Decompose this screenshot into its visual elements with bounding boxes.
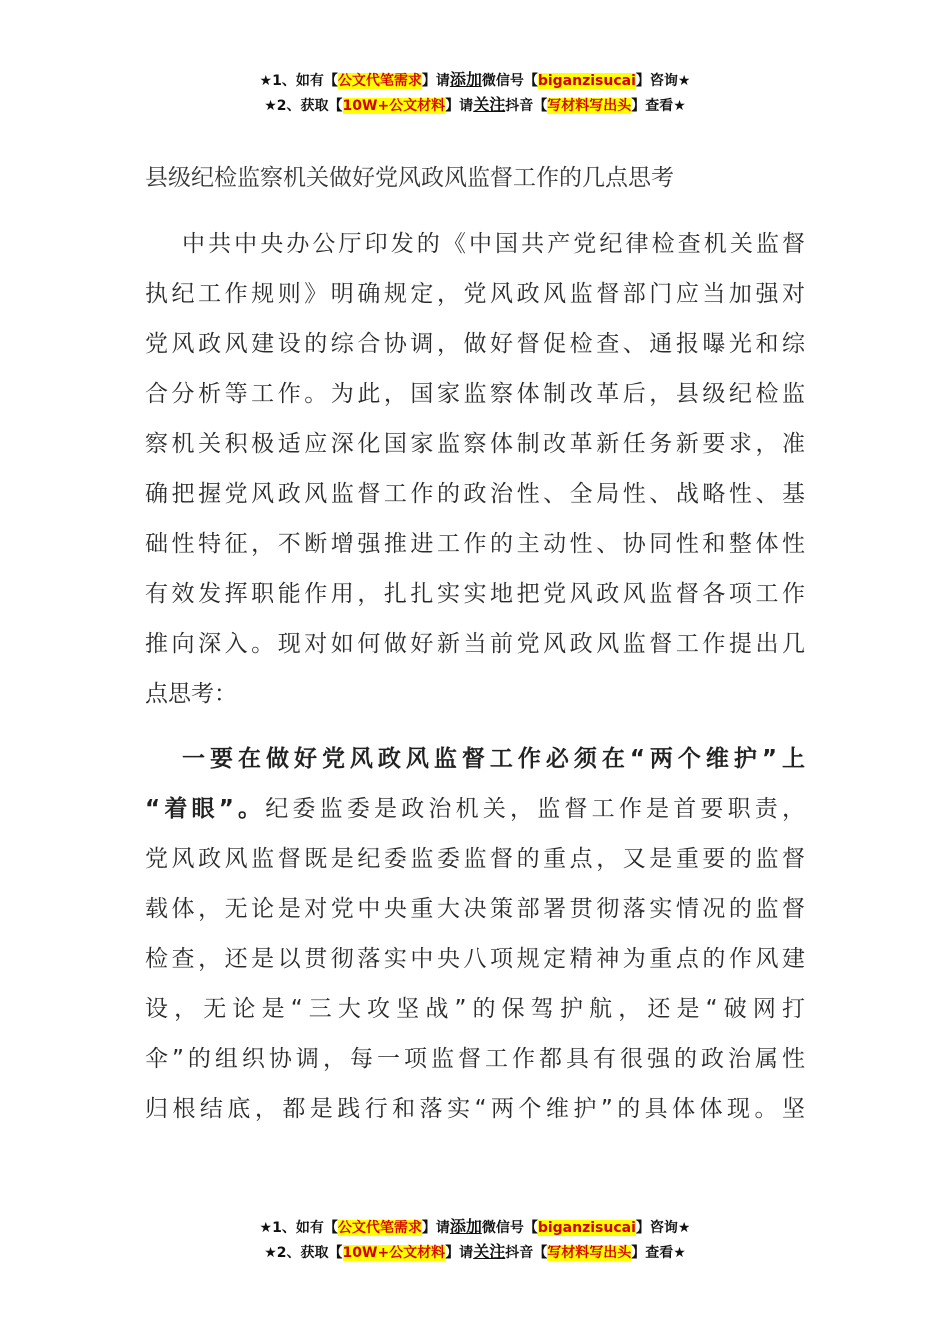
paragraph-1 [145, 219, 805, 719]
paragraph-2 [145, 734, 805, 1134]
text-line: 设，无论是“三大攻坚战”的保驾护航，还是“破网打 [145, 996, 805, 1022]
banner-underline: 关注 [473, 95, 506, 114]
text-line: 确把握党风政风监督工作的政治性、全局性、战略性、基 [145, 481, 805, 507]
banner-highlight: 公文代笔需求 [337, 1220, 422, 1236]
banner-text: 抖音【 [505, 1245, 548, 1261]
banner-text: 】请 [421, 73, 450, 89]
section-heading: 一要在做好党风政风监督工作必须在“两个维护”上 [182, 746, 805, 772]
wechat-id: biganzisucai [537, 73, 636, 89]
text-line: 点思考： [145, 681, 237, 707]
banner-text: 】查看★ [631, 98, 686, 114]
section-heading-end: “着眼”。 [145, 796, 266, 822]
banner-highlight: 10W+公文材料 [342, 98, 446, 114]
document-title: 县级纪检监察机关做好党风政风监督工作的几点思考 [145, 165, 674, 191]
banner-underline: 添加 [449, 1217, 482, 1236]
douyin-id: 写材料写出头 [547, 98, 632, 114]
banner-text: 】查看★ [631, 1245, 686, 1261]
text-line: 察机关积极适应深化国家监察体制改革新任务新要求，准 [145, 431, 805, 457]
banner-underline: 添加 [449, 70, 482, 89]
banner-text: 抖音【 [505, 98, 548, 114]
banner-text: 微信号【 [481, 73, 538, 89]
banner-text: ★1、如有【 [259, 1220, 338, 1236]
banner-line-1 [0, 1215, 950, 1240]
text-line [145, 784, 805, 834]
text-line: 载体，无论是对党中央重大决策部署贯彻落实情况的监督 [145, 896, 805, 922]
banner-line-2 [0, 1240, 950, 1265]
banner-line-1 [0, 68, 950, 93]
text-line: 执纪工作规则》明确规定，党风政风监督部门应当加强对 [145, 281, 805, 307]
text-run: 纪委监委是政治机关，监督工作是首要职责， [265, 796, 805, 822]
banner-text: 微信号【 [481, 1220, 538, 1236]
text-line: 归根结底，都是践行和落实“两个维护”的具体体现。坚 [145, 1096, 805, 1122]
bottom-banner [0, 1215, 950, 1265]
douyin-id: 写材料写出头 [547, 1245, 632, 1261]
banner-text: ★2、获取【 [264, 1245, 343, 1261]
text-line: 党风政风建设的综合协调，做好督促检查、通报曝光和综 [145, 331, 805, 357]
banner-text: ★2、获取【 [264, 98, 343, 114]
text-line: 推向深入。现对如何做好新当前党风政风监督工作提出几 [145, 631, 805, 657]
banner-text: 】咨询★ [635, 1220, 691, 1236]
text-line: 础性特征，不断增强推进工作的主动性、协同性和整体性 [145, 531, 805, 557]
text-line: 伞”的组织协调，每一项监督工作都具有很强的政治属性 [145, 1046, 805, 1072]
top-banner [0, 68, 950, 118]
banner-line-2 [0, 93, 950, 118]
text-line: 中共中央办公厅印发的《中国共产党纪律检查机关监督 [182, 231, 805, 257]
wechat-id: biganzisucai [537, 1220, 636, 1236]
banner-text: 】请 [421, 1220, 450, 1236]
text-line: 合分析等工作。为此，国家监察体制改革后，县级纪检监 [145, 381, 805, 407]
banner-highlight: 公文代笔需求 [337, 73, 422, 89]
banner-highlight: 10W+公文材料 [342, 1245, 446, 1261]
text-line: 有效发挥职能作用，扎扎实实地把党风政风监督各项工作 [145, 581, 805, 607]
banner-text: 】请 [445, 98, 474, 114]
banner-text: 】咨询★ [635, 73, 691, 89]
text-line: 检查，还是以贯彻落实中央八项规定精神为重点的作风建 [145, 946, 805, 972]
text-line: 党风政风监督既是纪委监委监督的重点，又是重要的监督 [145, 846, 805, 872]
banner-text: 】请 [445, 1245, 474, 1261]
banner-underline: 关注 [473, 1242, 506, 1261]
banner-text: ★1、如有【 [259, 73, 338, 89]
